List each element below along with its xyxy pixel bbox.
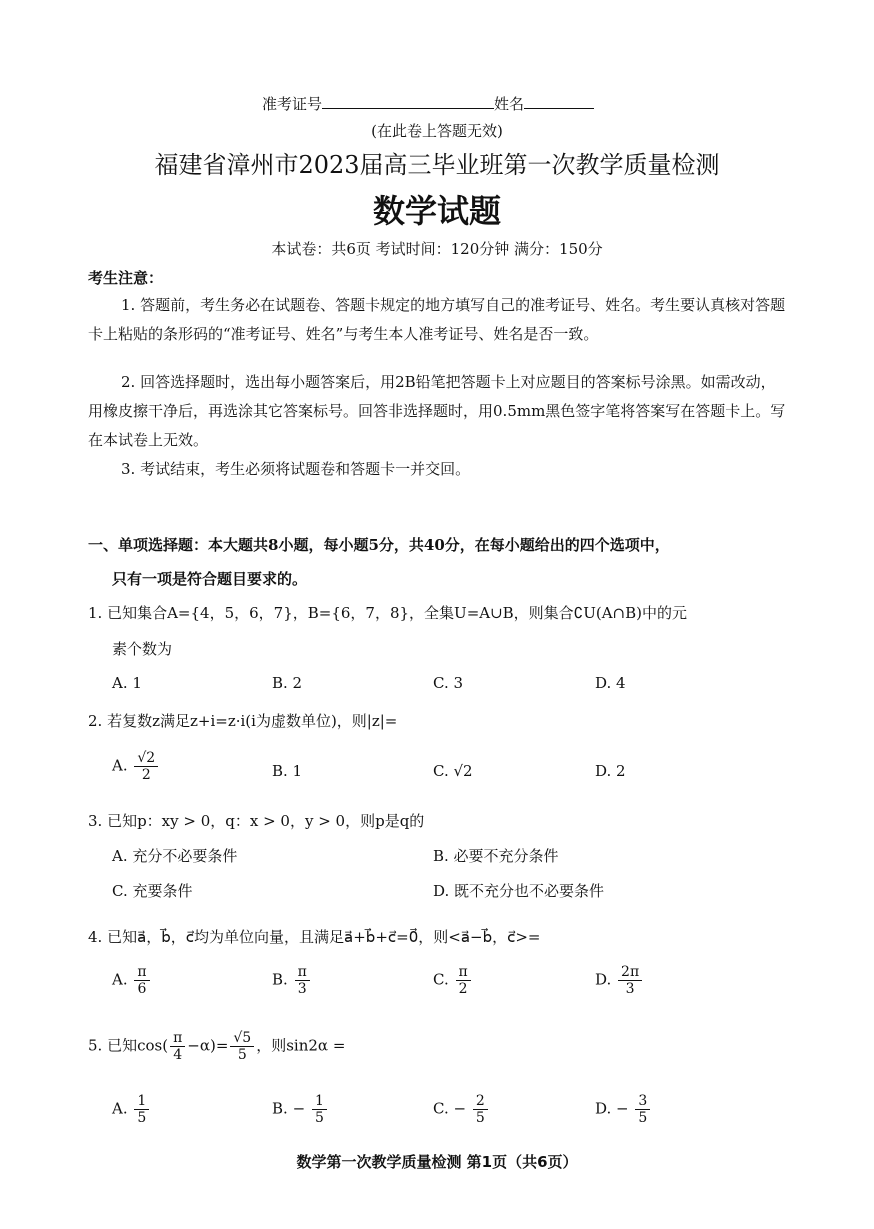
q2-option-a-label: A. [112, 756, 128, 775]
q5-stem-fraction-2-numerator: √5 [230, 1030, 254, 1047]
q4-option-c [433, 964, 473, 997]
q4-option-d-numerator: 2π [618, 964, 642, 981]
q2-option-a [112, 750, 160, 783]
q2-option-a-fraction [134, 750, 158, 783]
subject-title: 数学试题 [372, 192, 501, 230]
q4-option-d-fraction [618, 964, 642, 997]
name-label: 姓名 [494, 95, 525, 113]
q2-option-a-numerator: √2 [134, 750, 158, 767]
q4-option-a-fraction [134, 964, 149, 997]
q5-option-d-denominator: 5 [638, 1110, 648, 1126]
q5-option-a-fraction [134, 1093, 149, 1126]
q5-option-a-denominator: 5 [137, 1110, 147, 1126]
q4-option-a-label: A. [112, 970, 128, 989]
q1-option-b: B. 2 [272, 674, 303, 692]
q5-option-d-sign: − [616, 1099, 629, 1118]
q5-stem-fraction-1-numerator: π [170, 1030, 185, 1047]
q3-option-a: A. 充分不必要条件 [112, 847, 238, 865]
q5-option-a [112, 1093, 151, 1126]
q5-option-d-fraction [635, 1093, 650, 1126]
q5-stem-fraction-2-denominator: 5 [237, 1047, 247, 1063]
exam-id-label: 准考证号 [262, 95, 323, 113]
q5-option-c-denominator: 5 [475, 1110, 485, 1126]
q5-stem-fraction-1-denominator: 4 [173, 1047, 183, 1063]
q4-option-a [112, 964, 152, 997]
q4-option-b-denominator: 3 [297, 981, 307, 997]
section1-title-line2: 只有一项是符合题目要求的。 [112, 570, 308, 588]
q4-option-d [595, 964, 644, 997]
q5-stem-post: ，则sin2α = [256, 1036, 346, 1055]
q5-stem-fraction-1 [170, 1030, 185, 1063]
q5-option-b-numerator: 1 [312, 1093, 327, 1110]
q2-option-b: B. 1 [272, 762, 303, 780]
invalid-note: (在此卷上答题无效) [371, 122, 503, 140]
q5-option-d-label: D. [595, 1099, 612, 1118]
q3-stem: 3. 已知p：xy > 0，q：x > 0，y > 0，则p是q的 [88, 812, 425, 830]
page-footer: 数学第一次教学质量检测 第1页（共6页） [296, 1153, 578, 1171]
q5-option-c-fraction [473, 1093, 488, 1126]
q4-stem: 4. 已知a⃗，b⃗，c⃗均为单位向量，且满足a⃗+b⃗+c⃗=0⃗，则<a⃗−b⃗，c⃗>= [88, 928, 541, 946]
q5-option-d-numerator: 3 [635, 1093, 650, 1110]
q5-option-c [433, 1093, 490, 1126]
q4-option-b [272, 964, 312, 997]
q4-option-d-denominator: 3 [625, 981, 635, 997]
q4-option-b-numerator: π [295, 964, 310, 981]
exam-id-row [262, 93, 594, 114]
q5-option-c-sign: − [453, 1099, 467, 1118]
q4-option-c-numerator: π [456, 964, 471, 981]
q1-option-a: A. 1 [112, 674, 142, 692]
q5-option-b-label: B. [272, 1099, 288, 1118]
notice-item-2: 2. 回答选择题时，选出每小题答案后，用2B铅笔把答题卡上对应题目的答案标号涂黑。如需改动，用橡皮擦干净后，再选涂其它答案标号。回答非选择题时，用0.5mm黑色签字笔将答案写在答题卡上。写在本试卷上无效。 [88, 373, 786, 449]
q2-stem: 2. 若复数z满足z+i=z·i(i为虚数单位)，则|z|= [88, 712, 398, 730]
name-blank [524, 94, 594, 109]
q5-option-b-denominator: 5 [314, 1110, 324, 1126]
section1-title-line1: 一、单项选择题：本大题共8小题，每小题5分，共40分，在每小题给出的四个选项中， [88, 536, 670, 554]
q4-option-a-numerator: π [134, 964, 149, 981]
q5-stem-fraction-2 [230, 1030, 254, 1063]
q4-option-a-denominator: 6 [137, 981, 147, 997]
q4-option-d-label: D. [595, 970, 612, 989]
q1-stem-line2: 素个数为 [112, 640, 173, 658]
notice-item-1: 1. 答题前，考生务必在试题卷、答题卡规定的地方填写自己的准考证号、姓名。考生要认真核对答题卡上粘贴的条形码的“准考证号、姓名”与考生本人准考证号、姓名是否一致。 [88, 296, 786, 343]
q5-option-c-label: C. [433, 1099, 449, 1118]
exam-info: 本试卷：共6页 考试时间：120分钟 满分：150分 [271, 240, 603, 258]
q5-stem-mid: −α)= [187, 1036, 229, 1055]
exam-title: 福建省漳州市2023届高三毕业班第一次教学质量检测 [154, 151, 720, 179]
q2-option-c: C. √2 [433, 762, 473, 780]
q1-stem-line1: 1. 已知集合A={4，5，6，7}，B={6，7，8}，全集U=A∪B，则集合∁U(A∩B)中的元 [88, 604, 687, 622]
q3-option-c: C. 充要条件 [112, 882, 193, 900]
q5-option-b [272, 1093, 329, 1126]
q1-option-c: C. 3 [433, 674, 464, 692]
q1-option-d: D. 4 [595, 674, 626, 692]
q4-option-c-fraction [456, 964, 471, 997]
q4-option-b-label: B. [272, 970, 288, 989]
notice-item-3: 3. 考试结束，考生必须将试题卷和答题卡一并交回。 [121, 460, 471, 478]
q2-option-d: D. 2 [595, 762, 626, 780]
q5-stem-pre: 5. 已知cos( [88, 1036, 169, 1055]
notice-heading: 考生注意： [88, 269, 164, 287]
q5-stem [88, 1030, 345, 1063]
exam-id-blank [322, 94, 494, 109]
q5-option-a-label: A. [112, 1099, 128, 1118]
q4-option-c-label: C. [433, 970, 449, 989]
q4-option-c-denominator: 2 [458, 981, 468, 997]
q3-option-d: D. 既不充分也不必要条件 [433, 882, 605, 900]
q5-option-b-fraction [312, 1093, 327, 1126]
q5-option-a-numerator: 1 [134, 1093, 149, 1110]
q5-option-c-numerator: 2 [473, 1093, 488, 1110]
q3-option-b: B. 必要不充分条件 [433, 847, 559, 865]
q5-option-d [595, 1093, 652, 1126]
q2-option-a-denominator: 2 [141, 767, 151, 783]
q5-option-b-sign: − [292, 1099, 306, 1118]
q4-option-b-fraction [295, 964, 310, 997]
